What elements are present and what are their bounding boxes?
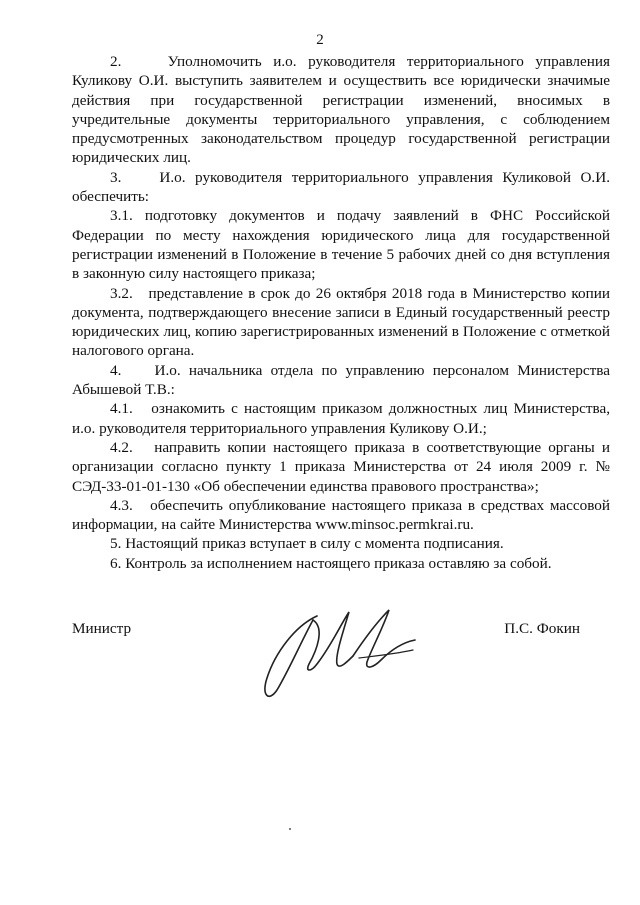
page-number: 2	[316, 32, 324, 48]
paragraph-4-1: 4.1. ознакомить с настоящим приказом должностных лиц Министерства, и.о. руководителя территориального управления Куликову О.И.;	[72, 400, 610, 437]
paragraph-2: 2. Уполномочить и.о. руководителя территориального управления Куликову О.И. выступить заявителем и осуществить все юридически значимые действия при государственной регистрации изменений, вносимых в учредительные документы территориального управления, с соблюдением предусмотренных законодательством процедур государственной регистрации юридических лиц.	[72, 53, 610, 167]
paragraph-3-1: 3.1. подготовку документов и подачу заявлений в ФНС Российской Федерации по месту нахождения юридического лица для государственной регистрации изменений в Положение в течение 5 рабочих дней со дня вступления в законную силу настоящего приказа;	[72, 207, 610, 283]
paragraph-4: 4. И.о. начальника отдела по управлению персоналом Министерства Абышевой Т.В.:	[72, 361, 610, 399]
signatory-name: П.С. Фокин	[504, 620, 580, 637]
paragraph-3-2: 3.2. представление в срок до 26 октября 2018 года в Министерство копии документа, подтверждающего внесение записи в Единый государственный реестр юридических лиц, копию зарегистрированных изменений в Положение с отметкой налогового органа.	[72, 284, 610, 360]
scan-speck	[289, 828, 291, 830]
signatory-title: Министр	[72, 620, 132, 637]
paragraph-4-2: 4.2. направить копии настоящего приказа в соответствующие органы и организации согласно пункту 1 приказа Министерства от 24 июля 2009 г. № СЭД-33-01-01-130 «Об обеспечении единства правового пространства»;	[72, 438, 610, 495]
order-body	[72, 52, 610, 573]
paragraph-3: 3. И.о. руководителя территориального управления Куликовой О.И. обеспечить:	[72, 168, 610, 206]
paragraph-4-3: 4.3. обеспечить опубликование настоящего приказа в средствах массовой информации, на сайте Министерства www.minsoc.permkrai.ru.	[72, 496, 610, 534]
paragraph-5: 5. Настоящий приказ вступает в силу с момента подписания.	[110, 535, 504, 553]
handwritten-signature	[255, 598, 425, 708]
paragraph-6: 6. Контроль за исполнением настоящего приказа оставляю за собой.	[110, 554, 552, 572]
